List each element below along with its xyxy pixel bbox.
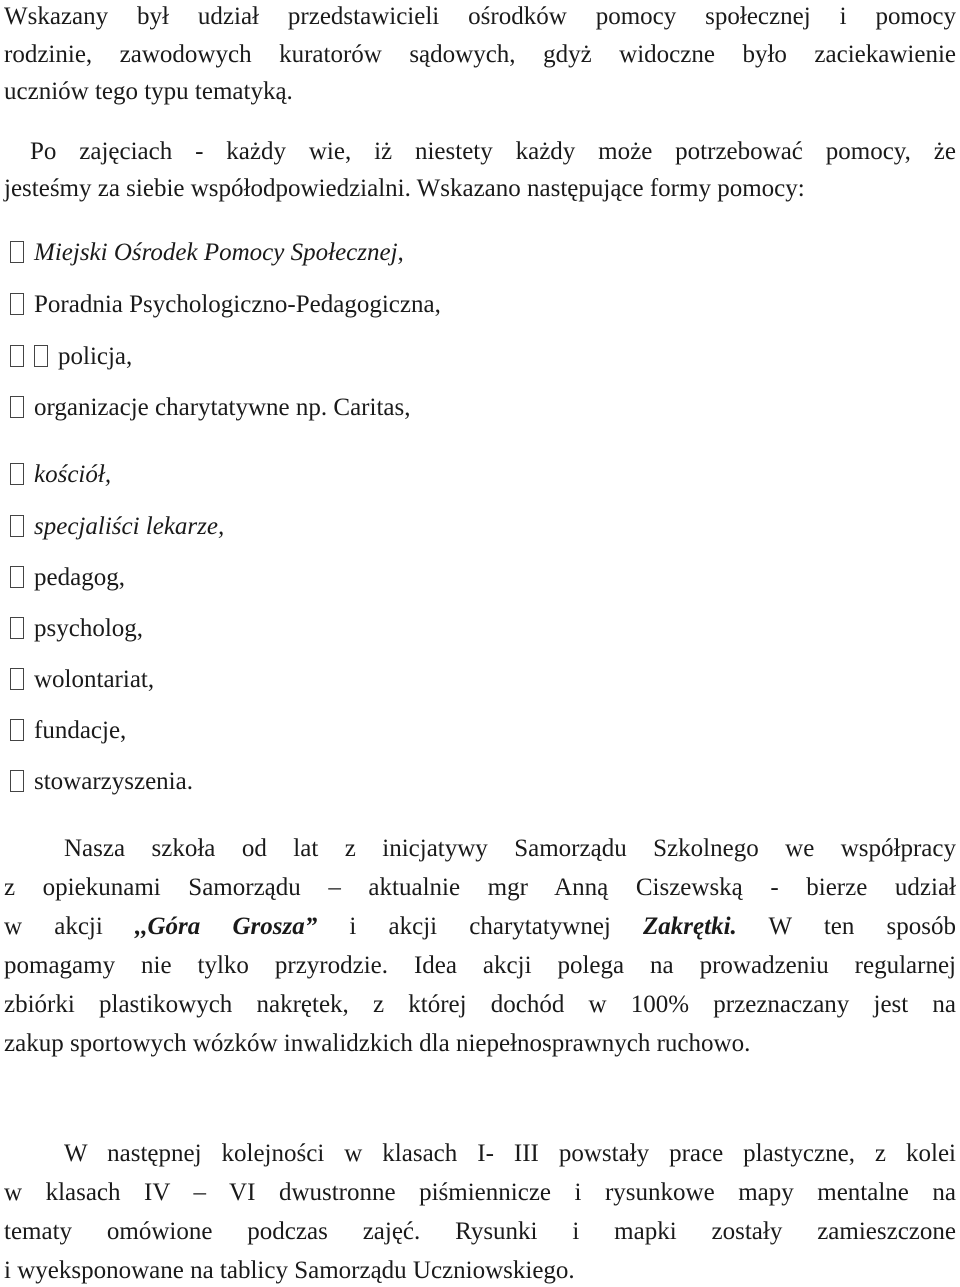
bullet-box-icon	[34, 345, 48, 367]
text-segment: W ten sposób	[736, 913, 956, 940]
list-item	[10, 238, 404, 268]
list-item-label: wolontariat,	[34, 666, 155, 693]
bullet-box-icon	[10, 719, 24, 741]
bullet-box-icon	[10, 396, 24, 418]
list-item-label: Miejski Ośrodek Pomocy Społecznej,	[34, 239, 404, 266]
quote-mark: ,,	[135, 913, 148, 940]
bullet-box-icon	[10, 241, 24, 263]
campaign-name-gora-grosza: Góra Grosza	[147, 913, 305, 940]
list-item-label: psycholog,	[34, 615, 144, 642]
paragraph-school-line: zbiórki plastikowych nakrętek, z której dochód w 100% przeznaczany jest na	[4, 991, 956, 1018]
list-item	[10, 290, 441, 320]
paragraph-school-line: Nasza szkoła od lat z inicjatywy Samorządu Szkolnego we współpracy	[64, 835, 956, 862]
list-item	[10, 563, 125, 593]
list-item	[10, 512, 224, 542]
list-item	[10, 665, 154, 695]
list-item-label: kościół,	[34, 461, 112, 488]
bullet-box-icon	[10, 345, 24, 367]
paragraph-after-line: jesteśmy za siebie współodpowiedzialni. Wskazano następujące formy pomocy:	[4, 175, 805, 202]
list-item-label: specjaliści lekarze,	[34, 513, 225, 540]
list-item-label: policja,	[58, 343, 133, 370]
paragraph-final-line: w klasach IV – VI dwustronne piśmiennicze i rysunkowe mapy mentalne na	[4, 1179, 956, 1206]
list-item	[10, 342, 132, 372]
bullet-box-icon	[10, 515, 24, 537]
bullet-box-icon	[10, 617, 24, 639]
list-item-label: Poradnia Psychologiczno-Pedagogiczna,	[34, 291, 441, 318]
list-item-label: stowarzyszenia.	[34, 768, 193, 795]
paragraph-school-line: pomagamy nie tylko przyrodzie. Idea akcji polega na prowadzeniu regularnej	[4, 952, 956, 979]
paragraph-after-line: Po zajęciach - każdy wie, iż niestety każdy może potrzebować pomocy, że	[30, 138, 956, 165]
paragraph-final-line: W następnej kolejności w klasach I- III powstały prace plastyczne, z kolei	[64, 1140, 956, 1167]
paragraph-intro-line: Wskazany był udział przedstawicieli ośrodków pomocy społecznej i pomocy	[4, 3, 956, 30]
paragraph-final-line: i wyeksponowane na tablicy Samorządu Uczniowskiego.	[4, 1257, 575, 1284]
campaign-name-zakretki: Zakrętki.	[643, 913, 737, 940]
list-item	[10, 393, 410, 423]
list-item	[10, 460, 111, 490]
paragraph-school-line: z opiekunami Samorządu – aktualnie mgr Anną Ciszewską - bierze udział	[4, 874, 956, 901]
list-item-label: pedagog,	[34, 564, 125, 591]
quote-mark: ”	[304, 913, 318, 940]
text-segment: i akcji charytatywnej	[317, 913, 644, 940]
bullet-box-icon	[10, 770, 24, 792]
list-item-label: organizacje charytatywne np. Caritas,	[34, 394, 411, 421]
list-item	[10, 614, 143, 644]
list-item	[10, 716, 126, 746]
bullet-box-icon	[10, 566, 24, 588]
bullet-box-icon	[10, 463, 24, 485]
text-segment: w akcji	[4, 913, 135, 940]
paragraph-intro-line: rodzinie, zawodowych kuratorów sądowych, gdyż widoczne było zaciekawienie	[4, 41, 956, 68]
paragraph-intro-line: uczniów tego typu tematyką.	[4, 78, 293, 105]
bullet-box-icon	[10, 668, 24, 690]
paragraph-school-line	[4, 912, 956, 942]
list-item-label: fundacje,	[34, 717, 127, 744]
paragraph-final-line: tematy omówione podczas zajęć. Rysunki i mapki zostały zamieszczone	[4, 1218, 956, 1245]
bullet-box-icon	[10, 293, 24, 315]
paragraph-school-line: zakup sportowych wózków inwalidzkich dla niepełnosprawnych ruchowo.	[4, 1030, 751, 1057]
list-item	[10, 767, 193, 797]
